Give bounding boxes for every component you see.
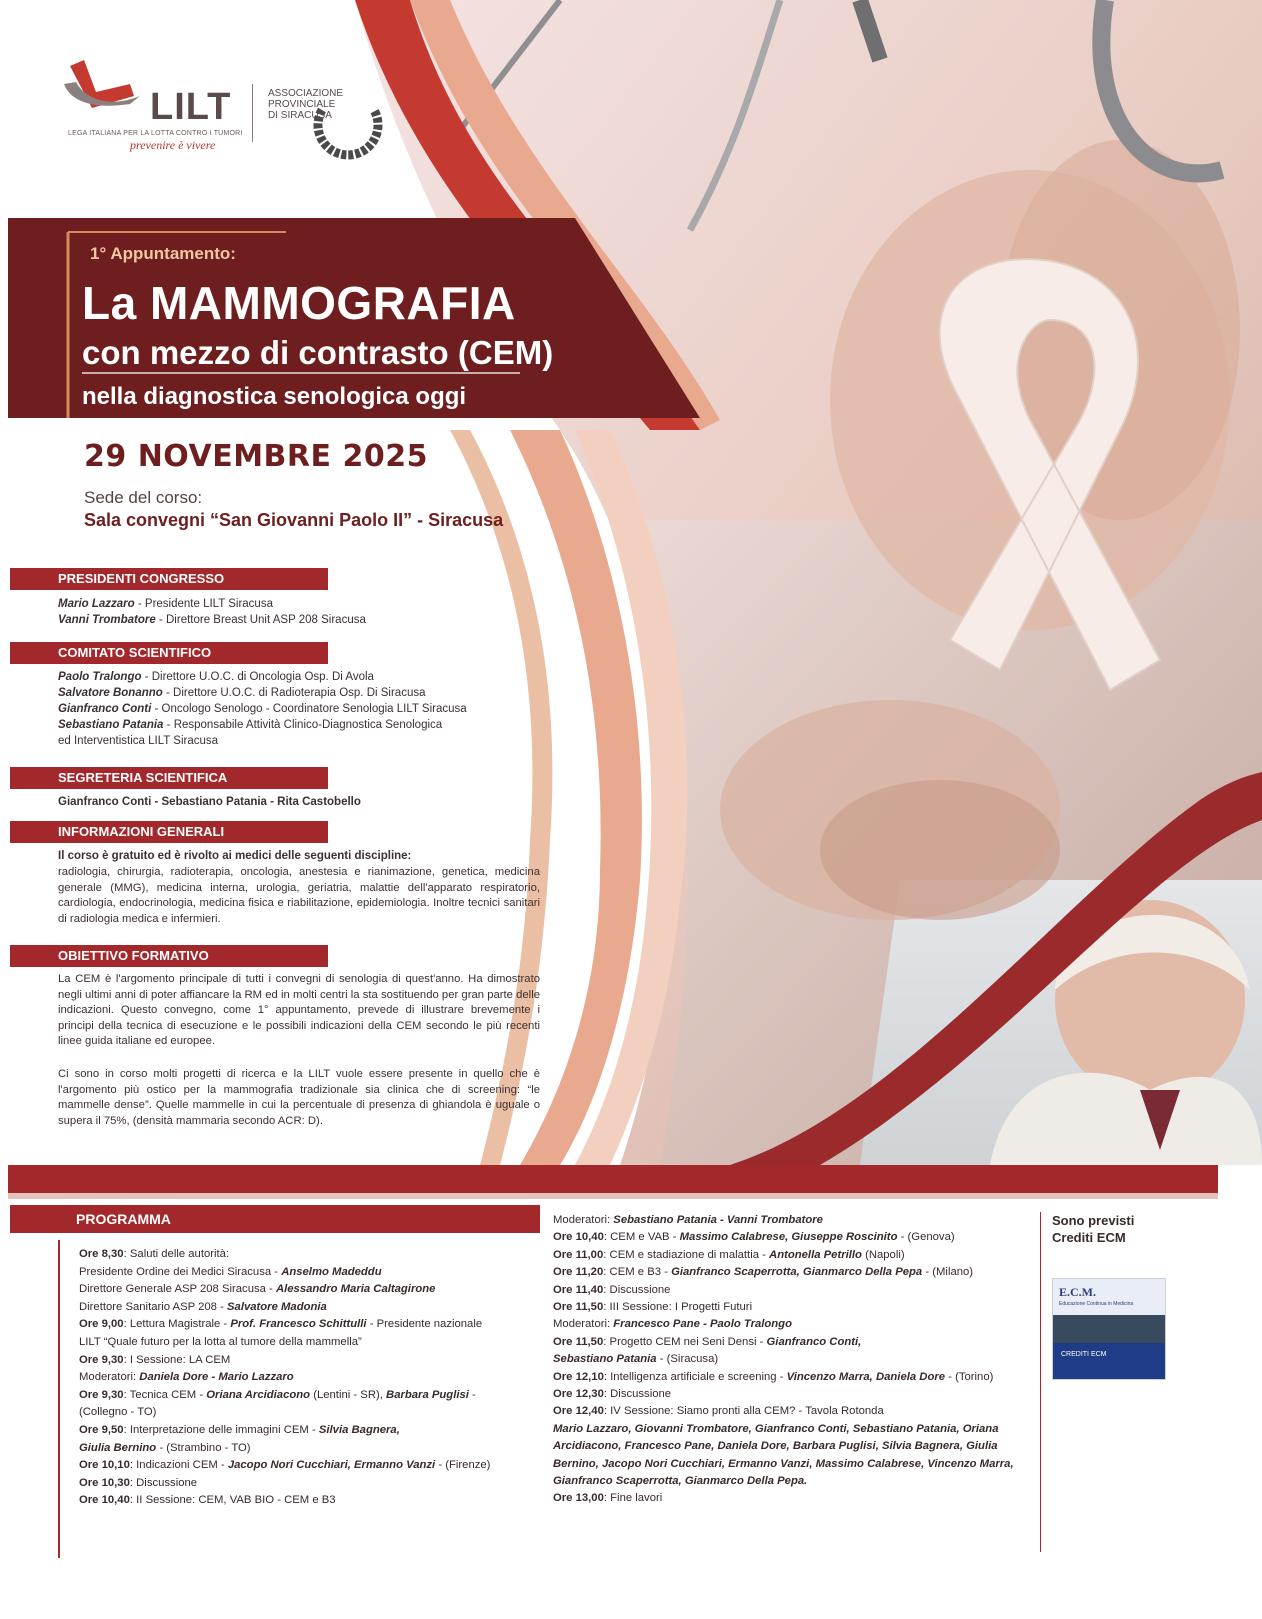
obiettivo-paragraph-2: Ci sono in corso molti progetti di ricerca e la LILT vuole essere presente in quello che è l'argomento più ostico per la mammografia tradizionale sia clinica che di screening: “le mammelle dense”. Quelle mammelle in cui la percentuale di presenza di ghiandola è uguale o supera il 75%, (densità mammaria secondo ACR: D). [58, 1068, 540, 1127]
program-text: - (Torino) [945, 1370, 994, 1383]
program-time: Ore 10,10 [79, 1459, 130, 1472]
section-comitato-title: COMITATO SCIENTIFICO [10, 642, 328, 664]
program-text: : Discussione [603, 1283, 671, 1296]
program-speaker: Antonella Petrillo [769, 1248, 862, 1261]
program-text: - [468, 1388, 476, 1401]
program-speaker: Barbara Puglisi [386, 1388, 469, 1401]
program-text: (Napoli) [861, 1248, 905, 1261]
program-speaker: Gianfranco Scaperrotta, Gianmarco Della Pepa. [553, 1475, 808, 1487]
program-line [553, 1403, 884, 1420]
program-line [79, 1369, 294, 1386]
informazioni-lead: Il corso è gratuito ed è rivolto ai medici delle seguenti discipline: [58, 850, 412, 862]
program-line [79, 1404, 156, 1421]
program-time: Ore 11,40 [553, 1283, 604, 1296]
program-speaker: Alessandro Maria Caltagirone [275, 1283, 436, 1296]
program-line [553, 1229, 955, 1246]
program-line [553, 1490, 662, 1507]
program-time: Ore 11,50 [553, 1301, 604, 1313]
program-speaker: Jacopo Nori Cucchiari, Ermanno Vanzi [227, 1459, 436, 1472]
program-time: Ore 11,50 [553, 1335, 604, 1348]
program-line [79, 1246, 229, 1263]
program-line [79, 1387, 476, 1404]
program-text: Moderatori: [553, 1214, 614, 1226]
ecm-credits-note [1052, 1212, 1134, 1246]
program-line [79, 1352, 230, 1369]
program-line [553, 1421, 998, 1438]
program-text: Moderatori: [553, 1318, 614, 1331]
program-time: Ore 9,00 [79, 1318, 124, 1331]
program-text: : IV Sessione: Siamo pronti alla CEM? - Tavola Rotonda [603, 1405, 884, 1418]
program-speaker: Mario Lazzaro, Giovanni Trombatore, Gianfranco Conti, Sebastiano Patania, Oriana [553, 1422, 999, 1435]
comitato-line: ed Interventistica LILT Siracusa [58, 735, 219, 747]
program-speaker: Vincenzo Marra, Daniela Dore [786, 1370, 946, 1383]
program-line [553, 1334, 861, 1351]
program-text: : I Sessione: LA CEM [123, 1353, 231, 1366]
program-line [553, 1212, 823, 1229]
program-time: Ore 11,20 [553, 1266, 604, 1279]
comitato-line: Salvatore Bonanno - Direttore U.O.C. di Radioterapia Osp. Di Siracusa [58, 687, 426, 699]
program-text: : Saluti delle autorità: [123, 1248, 230, 1260]
program-line [553, 1369, 993, 1386]
program-line [553, 1438, 998, 1455]
ecm-logo-text: E.C.M. [1059, 1285, 1096, 1299]
program-time: Ore 9,50 [79, 1424, 124, 1436]
program-text: (Collegno - TO) [79, 1406, 157, 1419]
program-speaker: Arcidiacono, Francesco Pane, Daniela Dore, Barbara Puglisi, Silvia Bagnera, Giulia [553, 1440, 998, 1453]
segreteria-names: Gianfranco Conti - Sebastiano Patania - Rita Castobello [58, 796, 361, 808]
program-text: : Intelligenza artificiale e screening - [603, 1370, 787, 1383]
program-line [553, 1473, 807, 1490]
venue-label: Sede del corso: [84, 488, 203, 507]
program-speaker: Massimo Calabrese, Giuseppe Roscinito [679, 1231, 898, 1244]
program-title: PROGRAMMA [10, 1205, 540, 1233]
program-line [553, 1351, 718, 1368]
section-segreteria-title: SEGRETERIA SCIENTIFICA [10, 767, 328, 789]
program-time: Ore 10,40 [553, 1231, 604, 1244]
program-text: - (Firenze) [435, 1459, 491, 1472]
program-text: Direttore Sanitario ASP 208 - [79, 1300, 227, 1313]
comitato-line: Sebastiano Patania - Responsabile Attività Clinico-Diagnostica Senologica [58, 719, 443, 731]
program-text: - (Siracusa) [656, 1353, 719, 1366]
assoc-line: PROVINCIALE [268, 99, 336, 110]
ecm-badge: CREDITI ECM [1053, 1343, 1165, 1379]
program-line [553, 1456, 1014, 1473]
appointment-label: 1° Appuntamento: [90, 244, 236, 263]
program-text: : CEM e stadiazione di malattia - [603, 1248, 770, 1261]
program-time: Ore 12,10 [553, 1370, 604, 1383]
program-text: Moderatori: [79, 1371, 140, 1384]
ecm-line: Crediti ECM [1052, 1230, 1126, 1245]
program-speaker: Sebastiano Patania - Vanni Trombatore [613, 1214, 823, 1226]
program-line [553, 1299, 752, 1316]
program-speaker: Salvatore Madonia [227, 1300, 327, 1313]
ecm-photo [1053, 1315, 1165, 1343]
program-line [553, 1316, 792, 1333]
ecm-line: Sono previsti [1052, 1213, 1135, 1228]
program-line [79, 1264, 382, 1281]
program-text: : Discussione [129, 1476, 198, 1489]
ecm-logo-sub: Educazione Continua in Medicina [1059, 1301, 1134, 1307]
program-line [79, 1475, 197, 1492]
presidenti-line: Vanni Trombatore - Direttore Breast Unit ASP 208 Siracusa [58, 614, 366, 626]
program-text: (Lentini - SR), [310, 1388, 387, 1401]
program-line [553, 1264, 973, 1281]
program-time: Ore 12,40 [553, 1405, 604, 1418]
program-text: : III Sessione: I Progetti Futuri [603, 1301, 753, 1313]
program-line [79, 1440, 251, 1457]
assoc-line: ASSOCIAZIONE [268, 88, 344, 99]
program-text: : Fine lavori [603, 1492, 663, 1505]
comitato-line: Gianfranco Conti - Oncologo Senologo - Coordinatore Senologia LILT Siracusa [58, 703, 467, 715]
program-text: - Presidente nazionale [366, 1318, 483, 1331]
program-text: : Lettura Magistrale - [123, 1318, 231, 1331]
program-time: Ore 11,00 [553, 1248, 604, 1261]
program-line [79, 1281, 435, 1298]
program-text: : Progetto CEM nei Seni Densi - [603, 1335, 767, 1348]
program-time: Ore 10,30 [79, 1476, 130, 1489]
presidenti-line: Mario Lazzaro - Presidente LILT Siracusa [58, 598, 273, 610]
lilt-logo-text: LILT [150, 86, 232, 128]
program-speaker: Bernino, Jacopo Nori Cucchiari, Ermanno Vanzi, Massimo Calabrese, Vincenzo Marra, [553, 1457, 1014, 1470]
program-time: Ore 9,30 [79, 1353, 124, 1366]
lilt-subtitle: LEGA ITALIANA PER LA LOTTA CONTRO I TUMORI [68, 130, 243, 137]
program-text: - (Strambino - TO) [156, 1441, 251, 1454]
event-title: La MAMMOGRAFIA [82, 277, 516, 329]
program-line [79, 1457, 490, 1474]
logo-divider [252, 84, 253, 142]
program-line [79, 1492, 336, 1509]
program-text: : Interpretazione delle immagini CEM - [123, 1424, 319, 1436]
section-presidenti-title: PRESIDENTI CONGRESSO [10, 568, 328, 590]
ecm-logo [1052, 1278, 1166, 1380]
program-speaker: Prof. Francesco Schittulli [230, 1318, 367, 1331]
program-line [553, 1386, 671, 1403]
program-time: Ore 13,00 [553, 1492, 604, 1505]
assoc-line: DI SIRACUSA [268, 110, 332, 121]
program-line [553, 1282, 670, 1299]
event-title-line2: con mezzo di contrasto (CEM) [82, 334, 554, 371]
informazioni-text: radiologia, chirurgia, radioterapia, oncologia, anestesia e rianimazione, genetica, medicina generale (MMG), medicina interna, urologia, geriatria, malattie dell'apparato respiratorio, cardiologia, endocrinologia, medicina fisica e riabilitazione, epidemiologia. Inoltre tecnici sanitari di radiologia medica e infermieri. [58, 866, 540, 925]
program-time: Ore 8,30 [79, 1248, 124, 1260]
venue-value: Sala convegni “San Giovanni Paolo II” - Siracusa [84, 510, 504, 530]
program-text: LILT “Quale futuro per la lotta al tumore della mammella” [79, 1336, 362, 1348]
section-obiettivo-title: OBIETTIVO FORMATIVO [10, 945, 328, 967]
program-time: Ore 9,30 [79, 1388, 124, 1401]
program-text: Direttore Generale ASP 208 Siracusa - [79, 1283, 276, 1296]
program-text: : CEM e B3 - [603, 1266, 672, 1279]
program-text: : Indicazioni CEM - [129, 1459, 228, 1472]
program-text: : II Sessione: CEM, VAB BIO - CEM e B3 [129, 1494, 336, 1507]
program-time: Ore 12,30 [553, 1388, 604, 1400]
program-speaker: Gianfranco Conti, [766, 1335, 862, 1348]
program-speaker: Gianfranco Scaperrotta, Gianmarco Della Pepa [671, 1266, 923, 1279]
section-informazioni-title: INFORMAZIONI GENERALI [10, 821, 328, 843]
program-line [79, 1316, 482, 1333]
program-speaker: Anselmo Madeddu [281, 1265, 382, 1278]
program-time: Ore 10,40 [79, 1494, 130, 1507]
association-logo-text [268, 88, 378, 121]
program-speaker: Sebastiano Patania [553, 1353, 657, 1366]
program-speaker: Giulia Bernino [79, 1441, 157, 1454]
program-speaker: Oriana Arcidiacono [206, 1388, 311, 1401]
program-text: : Discussione [603, 1388, 672, 1400]
program-text: - (Milano) [922, 1266, 974, 1279]
comitato-line: Paolo Tralongo - Direttore U.O.C. di Oncologia Osp. Di Avola [58, 671, 374, 683]
program-speaker: Silvia Bagnera, [318, 1424, 400, 1436]
program-line [553, 1247, 905, 1264]
program-line [79, 1334, 362, 1351]
program-text: : CEM e VAB - [603, 1231, 680, 1244]
program-line [79, 1299, 327, 1316]
lilt-motto: prevenire è vivere [130, 138, 216, 152]
program-speaker: Daniela Dore - Mario Lazzaro [139, 1371, 294, 1384]
program-text: - (Genova) [897, 1231, 955, 1244]
program-text: : Tecnica CEM - [123, 1388, 207, 1401]
program-line [79, 1422, 400, 1439]
program-speaker: Francesco Pane - Paolo Tralongo [613, 1318, 792, 1331]
event-date: 29 NOVEMBRE 2025 [84, 439, 428, 474]
obiettivo-paragraph-1: La CEM è l'argomento principale di tutti i convegni di senologia di quest'anno. Ha dimostrato negli ultimi anni di poter affiancare la RM ed in molti centri la sta sostituendo per gran parte delle indicazioni. Questo convegno, come 1° appuntamento, prevede di illustrare brevemente i principi della tecnica di esecuzione e le possibili indicazioni della CEM secondo le più recenti linee guida italiane ed europee. [58, 973, 540, 1047]
program-text: Presidente Ordine dei Medici Siracusa - [79, 1265, 282, 1278]
event-subtitle: nella diagnostica senologica oggi [82, 383, 467, 410]
